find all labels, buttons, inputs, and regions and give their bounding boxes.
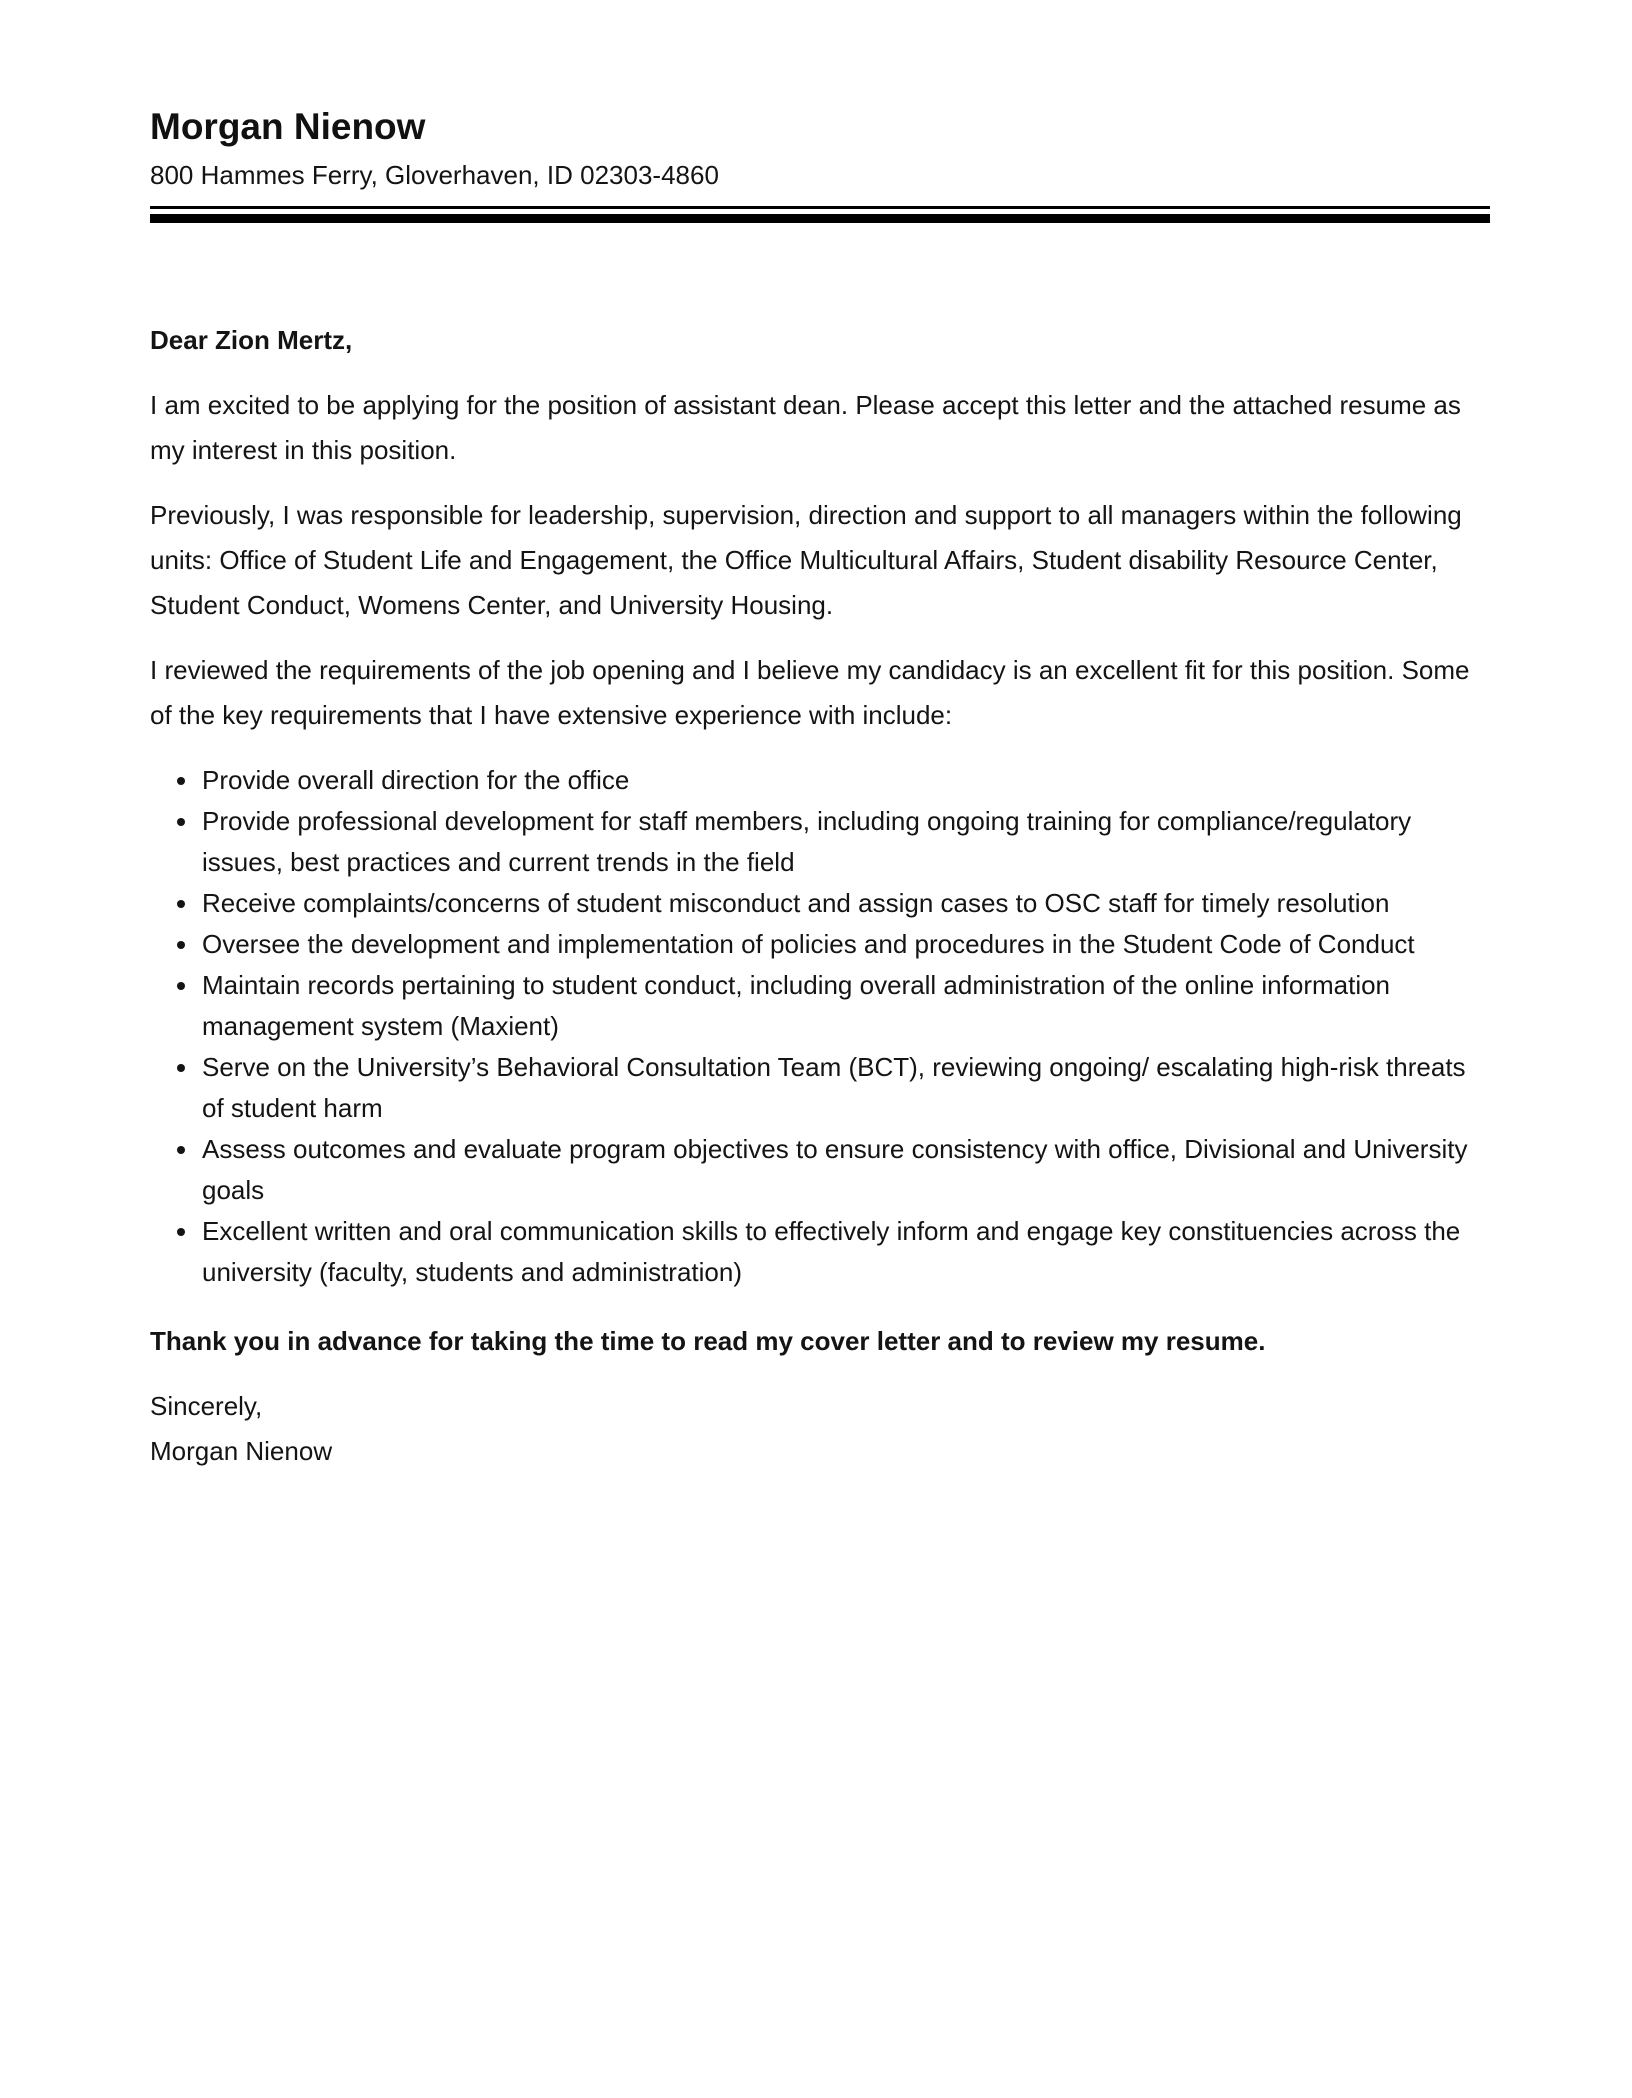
signoff: Sincerely, bbox=[150, 1391, 263, 1421]
header-divider bbox=[150, 206, 1490, 223]
body-paragraph-requirements-lead: I reviewed the requirements of the job opening and I believe my candidacy is an excellent fit for this position. Some of the key requirements that I have extensive experience with include: bbox=[150, 655, 1470, 730]
body-paragraph-experience: Previously, I was responsible for leadership, supervision, direction and support to all managers within the following units: Office of Student Life and Engagement, the Office Multicultural Affairs, Student disability Resource Center, Student Conduct, Womens Center, and University Housing. bbox=[150, 500, 1462, 620]
list-item: • Serve on the University’s Behavioral Consultation Team (BCT), reviewing ongoing/ escalating high-risk threats of student harm bbox=[200, 1047, 1490, 1129]
list-item: • Assess outcomes and evaluate program objectives to ensure consistency with office, Divisional and University goals bbox=[200, 1129, 1490, 1211]
list-item: • Provide professional development for staff members, including ongoing training for compliance/regulatory issues, best practices and current trends in the field bbox=[200, 801, 1490, 883]
list-item: • Provide overall direction for the office bbox=[200, 760, 1490, 801]
signoff-block bbox=[150, 1384, 1490, 1474]
body-paragraph-intro: I am excited to be applying for the position of assistant dean. Please accept this letter and the attached resume as my interest in this position. bbox=[150, 390, 1461, 465]
list-item: • Maintain records pertaining to student conduct, including overall administration of the online information management system (Maxient) bbox=[200, 965, 1490, 1047]
sender-address: 800 Hammes Ferry, Gloverhaven, ID 02303-4860 bbox=[150, 160, 719, 190]
requirements-list bbox=[150, 760, 1490, 1293]
list-item: • Oversee the development and implementation of policies and procedures in the Student Code of Conduct bbox=[200, 924, 1490, 965]
list-item: • Receive complaints/concerns of student misconduct and assign cases to OSC staff for timely resolution bbox=[200, 883, 1490, 924]
salutation: Dear Zion Mertz, bbox=[150, 325, 353, 355]
closing-emphasis: Thank you in advance for taking the time to read my cover letter and to review my resume. bbox=[150, 1326, 1266, 1356]
sender-name: Morgan Nienow bbox=[150, 106, 426, 147]
signature: Morgan Nienow bbox=[150, 1436, 333, 1466]
list-item: • Excellent written and oral communication skills to effectively inform and engage key constituencies across the university (faculty, students and administration) bbox=[200, 1211, 1490, 1293]
